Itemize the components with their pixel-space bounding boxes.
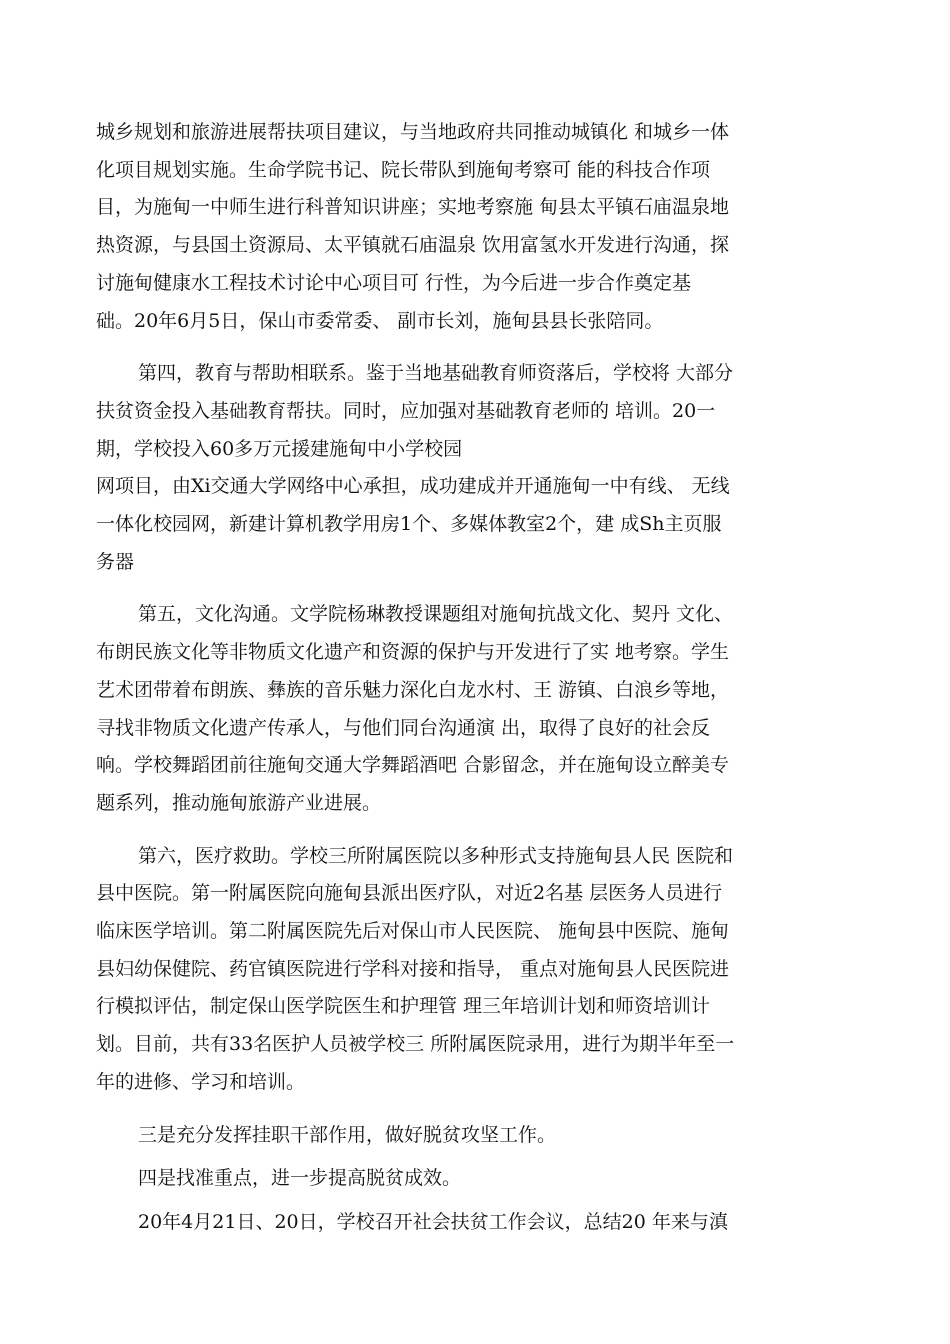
text-line: 题系列，推动施甸旅游产业进展。 <box>96 791 382 814</box>
text-line: 务器 <box>96 550 135 573</box>
paragraph-7 <box>96 1204 876 1242</box>
text-line: 20年4月21日、20日，学校召开社会扶贫工作会议，总结20 年来与滇 <box>138 1210 728 1233</box>
text-line: 布朗民族文化等非物质文化遗产和资源的保护与开发进行了实 地考察。学生 <box>96 641 730 664</box>
paragraph-3 <box>96 596 876 822</box>
paragraph-5 <box>96 1117 876 1155</box>
text-line: 行模拟评估，制定保山医学院医生和护理管 理三年培训计划和师资培训计 <box>96 995 711 1018</box>
text-line: 扶贫资金投入基础教育帮扶。同时，应加强对基础教育老师的 培训。20一 <box>96 399 716 422</box>
text-line: 城乡规划和旅游进展帮扶项目建议，与当地政府共同推动城镇化 和城乡一体 <box>96 121 730 143</box>
text-line: 划。目前，共有33名医护人员被学校三 所附属医院录用，进行为期半年至一 <box>96 1033 735 1056</box>
document-body <box>96 114 876 1242</box>
text-line: 础。20年6月5日，保山市委常委、 副市长刘，施甸县县长张陪同。 <box>96 309 664 332</box>
text-line: 响。学校舞蹈团前往施甸交通大学舞蹈酒吧 合影留念，并在施甸设立醉美专 <box>96 754 730 777</box>
text-line: 目，为施甸一中师生进行科普知识讲座；实地考察施 甸县太平镇石庙温泉地 <box>96 196 730 219</box>
text-line: 寻找非物质文化遗产传承人，与他们同台沟通演 出，取得了良好的社会反 <box>96 716 711 739</box>
text-line: 期，学校投入60多万元援建施甸中小学校园 <box>96 437 463 460</box>
text-line: 年的进修、学习和培训。 <box>96 1070 306 1093</box>
text-line: 网项目，由Xi交通大学网络中心承担，成功建成并开通施甸一中有线、 无线 <box>96 475 730 498</box>
text-line: 县妇幼保健院、药官镇医院进行学科对接和指导， 重点对施甸县人民医院进 <box>96 957 730 980</box>
paragraph-6 <box>96 1160 876 1198</box>
paragraph-2 <box>96 468 876 581</box>
paragraph-0 <box>96 114 876 340</box>
text-line: 县中医院。第一附属医院向施甸县派出医疗队，对近2名基 层医务人员进行 <box>96 882 723 905</box>
text-line: 第六，医疗救助。学校三所附属医院以多种形式支持施甸县人民 医院和 <box>138 844 734 867</box>
text-line: 临床医学培训。第二附属医院先后对保山市人民医院、 施甸县中医院、施甸 <box>96 920 730 943</box>
paragraph-1 <box>96 355 876 468</box>
text-line: 热资源，与县国土资源局、太平镇就石庙温泉 饮用富氢水开发进行沟通，探 <box>96 234 730 257</box>
text-line: 艺术团带着布朗族、彝族的音乐魅力深化白龙水村、王 游镇、白浪乡等地， <box>96 678 730 701</box>
text-line: 四是找准重点，进一步提高脱贫成效。 <box>138 1167 462 1190</box>
text-line: 第五，文化沟通。文学院杨琳教授课题组对施甸抗战文化、契丹 文化、 <box>138 603 734 626</box>
text-line: 一体化校园网，新建计算机教学用房1个、多媒体教室2个，建 成Sh主页服 <box>96 513 722 536</box>
text-line: 第四，教育与帮助相联系。鉴于当地基础教育师资落后，学校将 大部分 <box>138 362 734 385</box>
text-line: 讨施甸健康水工程技术讨论中心项目可 行性，为今后进一步合作奠定基 <box>96 271 692 294</box>
text-line: 化项目规划实施。生命学院书记、院长带队到施甸考察可 能的科技合作项 <box>96 158 711 181</box>
paragraph-4 <box>96 838 876 1102</box>
text-line: 三是充分发挥挂职干部作用，做好脱贫攻坚工作。 <box>138 1123 557 1146</box>
